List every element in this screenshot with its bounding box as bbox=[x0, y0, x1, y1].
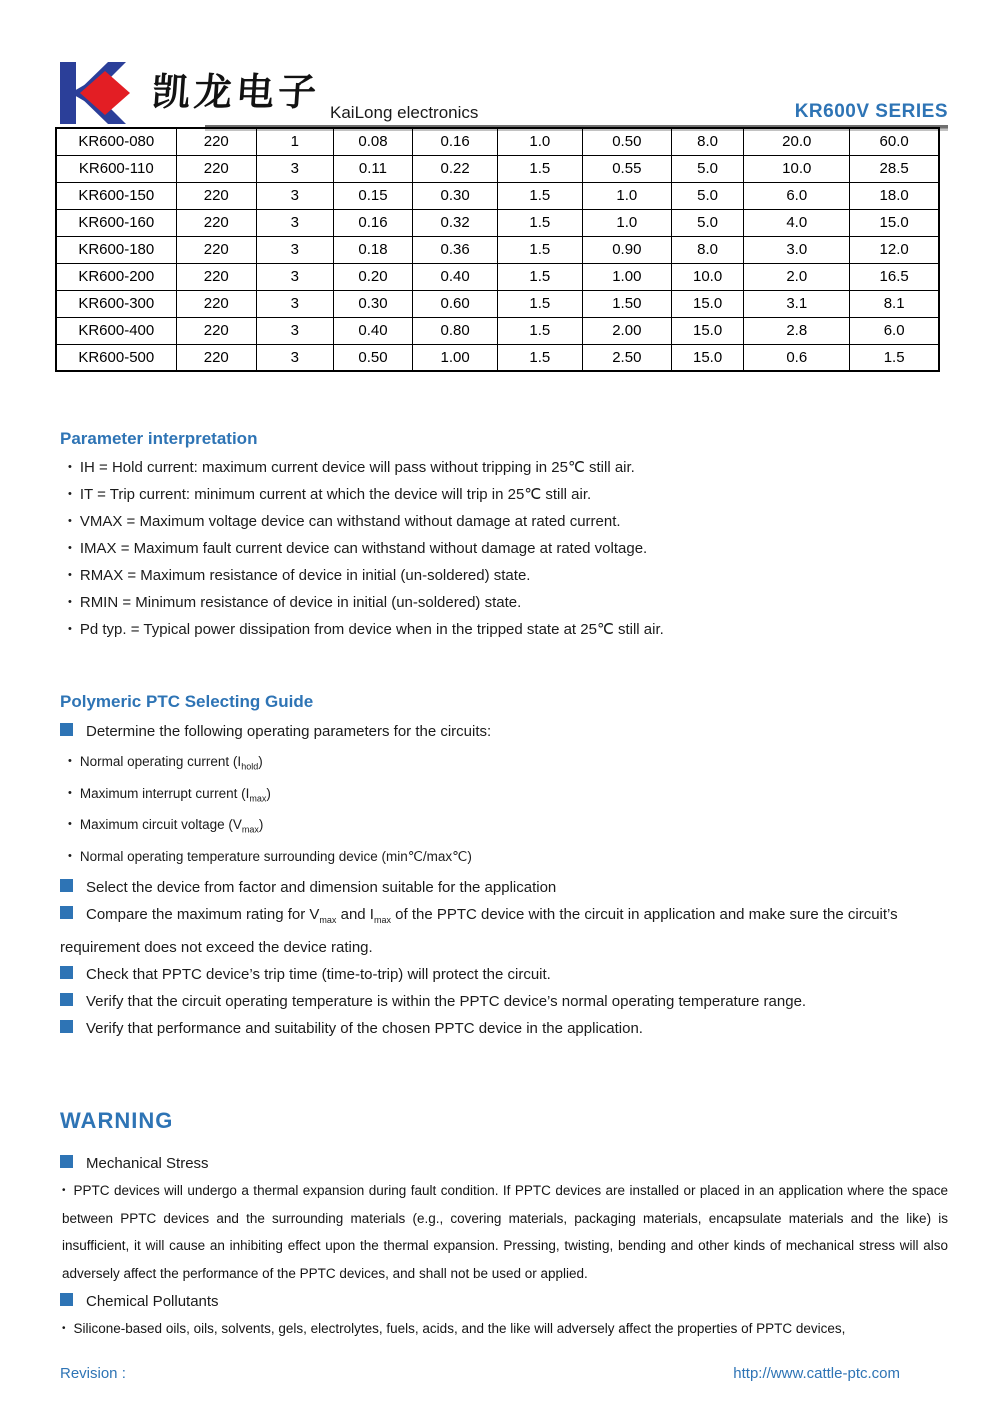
parameter-item bbox=[60, 481, 948, 508]
table-cell: 15.0 bbox=[671, 344, 743, 371]
table-cell: 1.5 bbox=[497, 155, 582, 182]
table-cell: 0.36 bbox=[413, 236, 498, 263]
table-cell: 0.22 bbox=[413, 155, 498, 182]
table-cell: 2.0 bbox=[744, 263, 850, 290]
company-name: KaiLong electronics bbox=[330, 103, 479, 122]
spec-table bbox=[55, 127, 940, 372]
table-cell: 3 bbox=[256, 209, 333, 236]
chemical-pollutants-paragraph bbox=[60, 1315, 948, 1343]
table-cell: 2.00 bbox=[582, 317, 671, 344]
mechanical-stress-heading bbox=[60, 1150, 948, 1177]
square-bullet-icon bbox=[60, 879, 73, 892]
bullet-dot-icon: • bbox=[68, 596, 72, 608]
table-cell: 1.00 bbox=[582, 263, 671, 290]
guide-sub-item-text: ) bbox=[266, 785, 271, 801]
table-cell: 3 bbox=[256, 290, 333, 317]
table-cell: 5.0 bbox=[671, 155, 743, 182]
guide-compare-line bbox=[60, 901, 948, 961]
table-cell: 220 bbox=[176, 236, 256, 263]
parameter-item-text: VMAX = Maximum voltage device can withstand without damage at rated current. bbox=[79, 513, 621, 530]
subscript-max: max bbox=[373, 915, 391, 926]
header bbox=[60, 62, 948, 124]
parameter-item bbox=[60, 535, 948, 562]
square-bullet-icon bbox=[60, 723, 73, 736]
table-cell: 0.32 bbox=[413, 209, 498, 236]
bullet-dot-icon: • bbox=[68, 461, 72, 473]
table-cell: 8.0 bbox=[671, 236, 743, 263]
bullet-dot-icon: • bbox=[68, 786, 72, 799]
table-cell: 3 bbox=[256, 236, 333, 263]
parameter-item bbox=[60, 508, 948, 535]
guide-sub-list bbox=[60, 748, 948, 870]
guide-compare-text: of the PPTC device with the circuit in application and make sure the circuit’s requirement does not exceed the device rating. bbox=[60, 906, 898, 957]
table-cell: 1.5 bbox=[497, 209, 582, 236]
table-row bbox=[56, 209, 939, 236]
guide-verify-perf-line bbox=[60, 1015, 948, 1042]
table-cell: 3 bbox=[256, 344, 333, 371]
table-cell: 220 bbox=[176, 128, 256, 155]
selecting-guide-title: Polymeric PTC Selecting Guide bbox=[60, 692, 314, 711]
table-cell: 1 bbox=[256, 128, 333, 155]
logo-chinese-text: 凯龙电子 bbox=[150, 72, 322, 114]
table-cell: 1.0 bbox=[497, 128, 582, 155]
table-cell: 220 bbox=[176, 209, 256, 236]
table-cell: 12.0 bbox=[850, 236, 939, 263]
table-cell: 0.60 bbox=[413, 290, 498, 317]
table-cell: 6.0 bbox=[744, 182, 850, 209]
square-bullet-icon bbox=[60, 1020, 73, 1033]
guide-sub-item bbox=[60, 748, 948, 780]
table-cell: 10.0 bbox=[671, 263, 743, 290]
table-row bbox=[56, 290, 939, 317]
table-cell: 1.5 bbox=[497, 317, 582, 344]
table-cell: 1.5 bbox=[497, 182, 582, 209]
table-cell: 60.0 bbox=[850, 128, 939, 155]
square-bullet-icon bbox=[60, 966, 73, 979]
guide-determine-text: Determine the following operating parameters for the circuits: bbox=[86, 723, 492, 740]
parameter-item bbox=[60, 454, 948, 481]
table-cell: 1.50 bbox=[582, 290, 671, 317]
parameter-item-text: RMIN = Minimum resistance of device in initial (un-soldered) state. bbox=[79, 594, 522, 611]
table-row bbox=[56, 128, 939, 155]
bullet-dot-icon: • bbox=[68, 569, 72, 581]
bullet-dot-icon: • bbox=[68, 542, 72, 554]
table-cell: 5.0 bbox=[671, 209, 743, 236]
mechanical-stress-label: Mechanical Stress bbox=[86, 1155, 209, 1173]
table-cell: 2.50 bbox=[582, 344, 671, 371]
table-cell: 3 bbox=[256, 263, 333, 290]
table-cell: 0.55 bbox=[582, 155, 671, 182]
table-cell: 220 bbox=[176, 290, 256, 317]
chemical-pollutants-heading bbox=[60, 1288, 948, 1315]
table-cell: KR600-300 bbox=[56, 290, 176, 317]
table-cell: 0.30 bbox=[333, 290, 412, 317]
table-cell: KR600-160 bbox=[56, 209, 176, 236]
table-cell: 8.0 bbox=[671, 128, 743, 155]
guide-sub-item-text: Maximum circuit voltage (V bbox=[79, 817, 242, 833]
table-cell: 3.0 bbox=[744, 236, 850, 263]
table-cell: KR600-400 bbox=[56, 317, 176, 344]
subscript: hold bbox=[241, 761, 259, 772]
guide-sub-item bbox=[60, 843, 948, 870]
bullet-dot-icon: • bbox=[62, 1323, 66, 1335]
table-cell: 0.11 bbox=[333, 155, 412, 182]
square-bullet-icon bbox=[60, 1293, 73, 1306]
parameter-item-text: IH = Hold current: maximum current device will pass without tripping in 25℃ still air. bbox=[79, 459, 635, 476]
table-cell: KR600-080 bbox=[56, 128, 176, 155]
table-cell: 1.5 bbox=[497, 263, 582, 290]
table-cell: 3 bbox=[256, 182, 333, 209]
table-cell: 0.18 bbox=[333, 236, 412, 263]
subscript: max bbox=[249, 793, 267, 804]
table-cell: KR600-150 bbox=[56, 182, 176, 209]
table-cell: 1.0 bbox=[582, 182, 671, 209]
bullet-dot-icon: • bbox=[68, 755, 72, 767]
mechanical-stress-text: PPTC devices will undergo a thermal expansion during fault condition. If PPTC devices are installed or placed in an application where the space between PPTC devices and the surrounding materials (e.g., covering materials, packaging materials, encapsulate materials and the like) is insufficient, it will cause an inhibiting effect upon the thermal expansion. Pressing, twisting, bending and other kinds of mechanical stress will also adversely affect the performance of the PPTC devices, and shall not be used or applied. bbox=[62, 1183, 948, 1281]
subscript-max: max bbox=[319, 915, 337, 926]
table-cell: 0.90 bbox=[582, 236, 671, 263]
table-cell: 0.80 bbox=[413, 317, 498, 344]
table-cell: 1.5 bbox=[497, 236, 582, 263]
table-cell: 1.0 bbox=[582, 209, 671, 236]
table-cell: 3 bbox=[256, 317, 333, 344]
table-cell: 0.50 bbox=[333, 344, 412, 371]
table-cell: 220 bbox=[176, 344, 256, 371]
table-cell: 0.40 bbox=[333, 317, 412, 344]
chemical-pollutants-text: Silicone-based oils, oils, solvents, gels, electrolytes, fuels, acids, and the like will adversely affect the properties of PPTC devices, bbox=[73, 1321, 846, 1337]
bullet-dot-icon: • bbox=[68, 623, 72, 635]
table-cell: 8.1 bbox=[850, 290, 939, 317]
table-cell: 220 bbox=[176, 155, 256, 182]
table-row bbox=[56, 317, 939, 344]
table-cell: 0.20 bbox=[333, 263, 412, 290]
table-cell: 0.30 bbox=[413, 182, 498, 209]
guide-verify-temp-line bbox=[60, 988, 948, 1015]
table-cell: 1.5 bbox=[497, 344, 582, 371]
table-row bbox=[56, 155, 939, 182]
table-cell: 220 bbox=[176, 182, 256, 209]
table-cell: 4.0 bbox=[744, 209, 850, 236]
parameter-interpretation-title: Parameter interpretation bbox=[60, 429, 258, 448]
bullet-dot-icon: • bbox=[68, 818, 72, 831]
table-cell: KR600-200 bbox=[56, 263, 176, 290]
revision-label: Revision : bbox=[60, 1364, 126, 1382]
table-row bbox=[56, 263, 939, 290]
table-cell: 5.0 bbox=[671, 182, 743, 209]
guide-determine-line bbox=[60, 718, 948, 745]
square-bullet-icon bbox=[60, 906, 73, 919]
parameter-item-text: Pd typ. = Typical power dissipation from device when in the tripped state at 25℃ still air. bbox=[79, 621, 664, 638]
guide-sub-item-text: ) bbox=[258, 754, 263, 769]
guide-verify-perf-text: Verify that performance and suitability of the chosen PPTC device in the application. bbox=[86, 1020, 643, 1038]
table-cell: 1.00 bbox=[413, 344, 498, 371]
website-link[interactable]: http://www.cattle-ptc.com bbox=[733, 1364, 900, 1382]
guide-compare-text: Compare the maximum rating for V bbox=[86, 906, 320, 924]
square-bullet-icon bbox=[60, 993, 73, 1006]
guide-check-line bbox=[60, 961, 948, 988]
kailong-logo-icon bbox=[60, 62, 138, 124]
table-cell: KR600-500 bbox=[56, 344, 176, 371]
parameter-item bbox=[60, 589, 948, 616]
parameter-item bbox=[60, 616, 948, 643]
logo bbox=[60, 62, 320, 124]
table-row bbox=[56, 344, 939, 371]
table-cell: 3.1 bbox=[744, 290, 850, 317]
series-title: KR600V SERIES bbox=[794, 101, 948, 122]
table-cell: 0.08 bbox=[333, 128, 412, 155]
table-cell: 28.5 bbox=[850, 155, 939, 182]
warning-title: WARNING bbox=[60, 1108, 174, 1134]
square-bullet-icon bbox=[60, 1155, 73, 1168]
guide-compare-text: and I bbox=[336, 906, 374, 924]
table-cell: 1.5 bbox=[497, 290, 582, 317]
table-cell: 0.40 bbox=[413, 263, 498, 290]
table-cell: 0.6 bbox=[744, 344, 850, 371]
table-cell: 15.0 bbox=[671, 290, 743, 317]
guide-select-line bbox=[60, 874, 948, 901]
footer bbox=[60, 1365, 948, 1382]
parameter-item-text: RMAX = Maximum resistance of device in initial (un-soldered) state. bbox=[79, 567, 531, 584]
table-cell: 18.0 bbox=[850, 182, 939, 209]
mechanical-stress-paragraph bbox=[60, 1177, 948, 1287]
table-cell: 0.16 bbox=[333, 209, 412, 236]
table-cell: 3 bbox=[256, 155, 333, 182]
table-cell: KR600-110 bbox=[56, 155, 176, 182]
subscript: max bbox=[241, 825, 259, 836]
guide-check-text: Check that PPTC device’s trip time (time-to-trip) will protect the circuit. bbox=[86, 966, 551, 984]
guide-sub-item bbox=[60, 811, 948, 843]
table-cell: 0.15 bbox=[333, 182, 412, 209]
table-cell: 10.0 bbox=[744, 155, 850, 182]
bullet-dot-icon: • bbox=[68, 488, 72, 500]
guide-select-text: Select the device from factor and dimension suitable for the application bbox=[86, 879, 557, 897]
table-cell: 16.5 bbox=[850, 263, 939, 290]
bullet-dot-icon: • bbox=[68, 850, 72, 863]
guide-sub-item-text: Normal operating temperature surrounding device (min℃/max℃) bbox=[79, 849, 472, 865]
chemical-pollutants-label: Chemical Pollutants bbox=[86, 1293, 219, 1311]
parameter-list bbox=[60, 454, 948, 643]
table-cell: 220 bbox=[176, 317, 256, 344]
table-cell: 2.8 bbox=[744, 317, 850, 344]
table-row bbox=[56, 182, 939, 209]
table-cell: 0.50 bbox=[582, 128, 671, 155]
table-cell: 20.0 bbox=[744, 128, 850, 155]
table-cell: 6.0 bbox=[850, 317, 939, 344]
guide-sub-item bbox=[60, 780, 948, 812]
guide-verify-temp-text: Verify that the circuit operating temperature is within the PPTC device’s normal operating temperature range. bbox=[86, 993, 807, 1011]
parameter-item-text: IMAX = Maximum fault current device can withstand without damage at rated voltage. bbox=[79, 540, 648, 557]
table-cell: 220 bbox=[176, 263, 256, 290]
table-cell: 15.0 bbox=[671, 317, 743, 344]
table-cell: 0.16 bbox=[413, 128, 498, 155]
table-cell: KR600-180 bbox=[56, 236, 176, 263]
table-body bbox=[56, 128, 939, 371]
table-cell: 15.0 bbox=[850, 209, 939, 236]
guide-sub-item-text: ) bbox=[258, 817, 264, 833]
bullet-dot-icon: • bbox=[68, 515, 72, 527]
table-row bbox=[56, 236, 939, 263]
parameter-item bbox=[60, 562, 948, 589]
guide-sub-item-text: Normal operating current (I bbox=[79, 754, 242, 769]
bullet-dot-icon: • bbox=[62, 1185, 66, 1197]
guide-sub-item-text: Maximum interrupt current (I bbox=[79, 785, 250, 801]
table-cell: 1.5 bbox=[850, 344, 939, 371]
parameter-item-text: IT = Trip current: minimum current at which the device will trip in 25℃ still air. bbox=[79, 486, 592, 503]
